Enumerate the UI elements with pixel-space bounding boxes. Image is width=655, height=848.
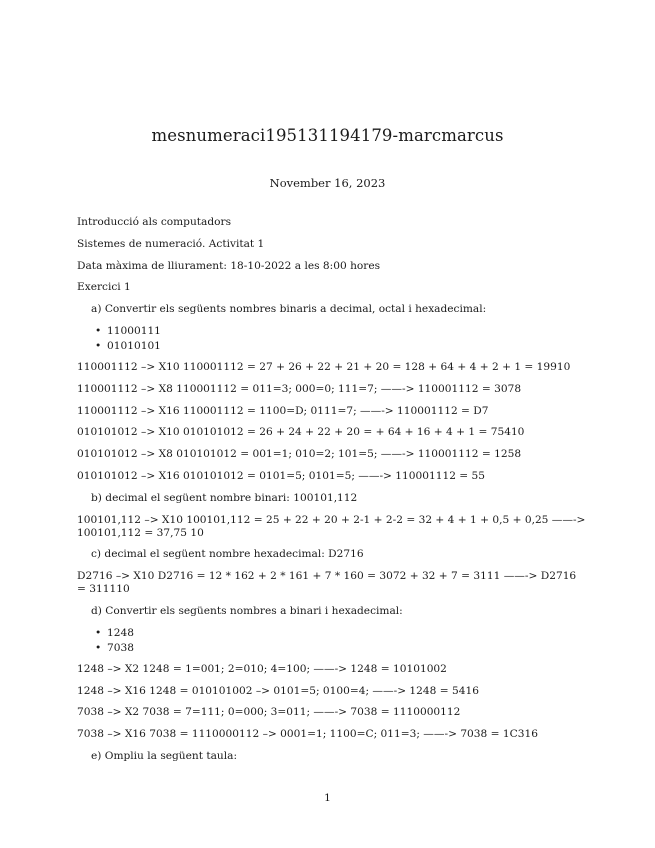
activity-title: Sistemes de numeració. Activitat 1 <box>77 237 265 250</box>
bullet-icon: • <box>95 339 102 352</box>
answer-line: 110001112 –> X8 110001112 = 011=3; 000=0; 111=7; ——-> 110001112 = 3078 <box>77 382 522 395</box>
question-d-list <box>77 627 587 655</box>
bullet-icon: • <box>95 324 102 337</box>
question-a: a) Convertir els següents nombres binaris a decimal, octal i hexadecimal: <box>91 303 487 316</box>
question-d: d) Convertir els següents nombres a binari i hexadecimal: <box>91 604 403 617</box>
answer-line: 110001112 –> X10 110001112 = 27 + 26 + 22 + 21 + 20 = 128 + 64 + 4 + 2 + 1 = 19910 <box>77 360 571 373</box>
document-title: mesnumeraci195131194179-marcmarcus <box>151 126 504 145</box>
bullet-icon: • <box>95 641 102 654</box>
question-a-list <box>77 325 587 353</box>
bullet-icon: • <box>95 626 102 639</box>
page-number: 1 <box>324 792 331 804</box>
deadline-text: Data màxima de lliurament: 18-10-2022 a les 8:00 hores <box>77 259 381 272</box>
answer-line: 110001112 –> X16 110001112 = 1100=D; 0111=7; ——-> 110001112 = D7 <box>77 404 489 417</box>
answer-line: 1248 –> X16 1248 = 010101002 –> 0101=5; 0100=4; ——-> 1248 = 5416 <box>77 684 479 697</box>
question-c: c) decimal el següent nombre hexadecimal: D2716 <box>91 548 364 561</box>
answer-line: 010101012 –> X8 010101012 = 001=1; 010=2; 101=5; ——-> 110001112 = 1258 <box>77 448 522 461</box>
answer-line: 7038 –> X16 7038 = 1110000112 –> 0001=1; 1100=C; 011=3; ——-> 7038 = 1C316 <box>77 728 538 741</box>
exercise-heading: Exercici 1 <box>77 281 131 294</box>
document-date: November 16, 2023 <box>269 176 386 190</box>
question-b: b) decimal el següent nombre binari: 100101,112 <box>91 491 358 504</box>
list-item: • 01010101 <box>95 339 161 352</box>
answer-line: 7038 –> X2 7038 = 7=111; 0=000; 3=011; ——-> 7038 = 1110000112 <box>77 706 461 719</box>
list-item: • 1248 <box>95 626 134 639</box>
answer-line: 010101012 –> X10 010101012 = 26 + 24 + 22 + 20 = + 64 + 16 + 4 + 1 = 75410 <box>77 426 525 439</box>
list-item: • 7038 <box>95 641 134 654</box>
question-e: e) Ompliu la següent taula: <box>91 749 238 762</box>
answer-line: 100101,112 –> X10 100101,112 = 25 + 22 + 20 + 2-1 + 2-2 = 32 + 4 + 1 + 0,5 + 0,25 ——-> 100101,112 = 37,75 10 <box>77 513 586 539</box>
answer-line: 010101012 –> X16 010101012 = 0101=5; 0101=5; ——-> 110001112 = 55 <box>77 469 486 482</box>
course-name: Introducció als computadors <box>77 216 232 228</box>
list-item: • 11000111 <box>95 324 161 337</box>
answer-line: D2716 –> X10 D2716 = 12 * 162 + 2 * 161 + 7 * 160 = 3072 + 32 + 7 = 3111 ——-> D2716 = 311110 <box>77 570 577 596</box>
answer-line: 1248 –> X2 1248 = 1=001; 2=010; 4=100; ——-> 1248 = 10101002 <box>77 662 447 675</box>
document-body <box>77 216 587 772</box>
